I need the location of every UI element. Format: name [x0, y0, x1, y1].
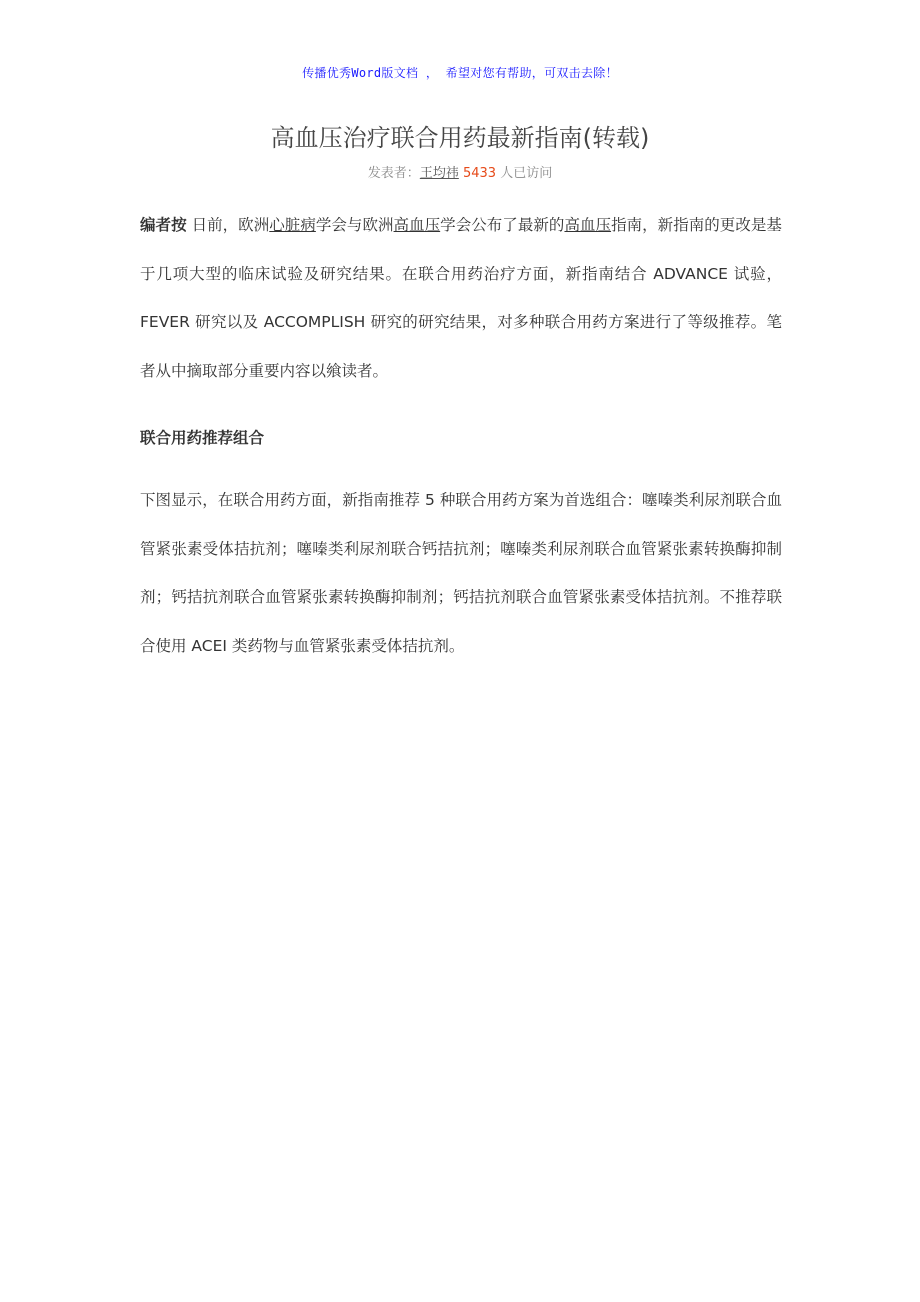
link-hypertension-1[interactable]: 高血压 [393, 216, 441, 234]
page-title: 高血压治疗联合用药最新指南(转载) [270, 124, 650, 152]
recommendation-section [140, 476, 782, 670]
link-heart-disease[interactable]: 心脏病 [269, 216, 316, 234]
editor-note-label: 编者按 [140, 216, 187, 234]
recommendation-paragraph: 下图显示，在联合用药方面，新指南推荐 5 种联合用药方案为首选组合：噻嗪类利尿剂联合血管紧张素受体拮抗剂；噻嗪类利尿剂联合钙拮抗剂；噻嗪类利尿剂联合血管紧张素转换酶抑制剂；钙拮抗剂联合血管紧张素转换酶抑制剂；钙拮抗剂联合血管紧张素受体拮抗剂。不推荐联合使用 ACEI 类药物与血管紧张素受体拮抗剂。 [140, 491, 782, 655]
intro-paragraph [140, 201, 782, 395]
article-meta [0, 162, 920, 181]
link-hypertension-2[interactable]: 高血压 [564, 216, 612, 234]
intro-text-4: 指南，新指南的更改是基于几项大型的临床试验及研究结果。在联合用药治疗方面，新指南结合 ADVANCE 试验，FEVER 研究以及 ACCOMPLISH 研究的研究结果，对多种联合用药方案进行了等级推荐。笔者从中摘取部分重要内容以飨读者。 [140, 216, 782, 380]
header-note: 传播优秀Word版文档 ， 希望对您有帮助，可双击去除！ [302, 66, 618, 80]
meta-prefix: 发表者： [367, 166, 420, 181]
author-link[interactable]: 王均祎 [419, 166, 459, 181]
intro-section [140, 201, 782, 395]
intro-text-3: 学会公布了最新的 [440, 216, 565, 234]
section-heading-block [140, 426, 782, 448]
intro-text-2: 学会与欧洲 [315, 216, 394, 234]
view-count: 5433 [462, 166, 497, 181]
intro-text-1: 日前，欧洲 [186, 216, 270, 234]
meta-suffix: 人已访问 [496, 166, 553, 181]
section-heading: 联合用药推荐组合 [140, 429, 265, 447]
